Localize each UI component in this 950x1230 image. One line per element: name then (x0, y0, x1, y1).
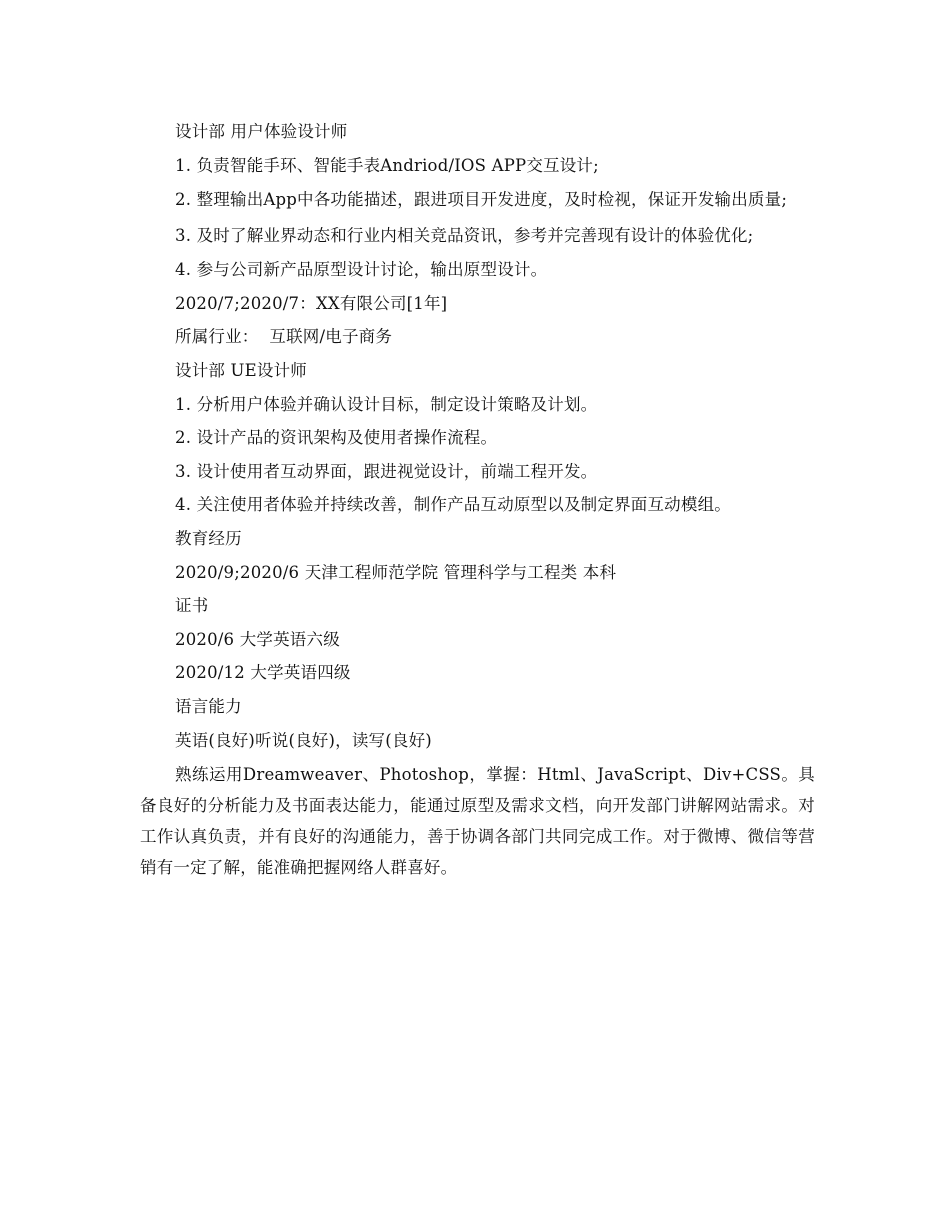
job-department-title: 设计部 用户体验设计师 (175, 122, 348, 141)
section-heading-education: 教育经历 (175, 528, 242, 548)
duty-item-3: 3. 及时了解业界动态和行业内相关竞品资讯，参考并完善现有设计的体验优化; (175, 226, 754, 246)
duty-item-1: 1. 负责智能手环、智能手表Andriod/IOS APP交互设计; (175, 155, 599, 175)
duty2-item-3: 3. 设计使用者互动界面，跟进视觉设计，前端工程开发。 (175, 461, 598, 481)
job-department-title-2: 设计部 UE设计师 (175, 360, 307, 380)
skills-summary: 熟练运用Dreamweaver、Photoshop，掌握：Html、JavaScript、Div+CSS。具备良好的分析能力及书面表达能力，能通过原型及需求文档，向开发部门讲解网站需求。对工作认真负责，并有良好的沟通能力，善于协调各部门共同完成工作。对于微博、微信等营销有一定了解，能准确把握网络人群喜好。 (140, 765, 815, 878)
section-heading-language: 语言能力 (175, 696, 242, 716)
duty-item-4: 4. 参与公司新产品原型设计讨论，输出原型设计。 (175, 260, 548, 280)
language-entry: 英语(良好)听说(良好)，读写(良好) (175, 730, 432, 750)
certificate-entry-1: 2020/6 大学英语六级 (175, 629, 340, 649)
duty2-item-4: 4. 关注使用者体验并持续改善，制作产品互动原型以及制定界面互动模组。 (175, 495, 731, 515)
certificate-entry-2: 2020/12 大学英语四级 (175, 663, 351, 683)
duty-item-2: 2. 整理输出App中各功能描述，跟进项目开发进度，及时检视，保证开发输出质量; (175, 190, 788, 210)
employment-period: 2020/7;2020/7：XX有限公司[1年] (175, 293, 448, 313)
education-entry: 2020/9;2020/6 天津工程师范学院 管理科学与工程类 本科 (175, 562, 617, 582)
duty2-item-2: 2. 设计产品的资讯架构及使用者操作流程。 (175, 428, 498, 448)
duty2-item-1: 1. 分析用户体验并确认设计目标，制定设计策略及计划。 (175, 394, 598, 414)
industry-line: 所属行业： 互联网/电子商务 (175, 327, 393, 347)
section-heading-certificates: 证书 (175, 596, 209, 616)
document-body (140, 115, 815, 883)
